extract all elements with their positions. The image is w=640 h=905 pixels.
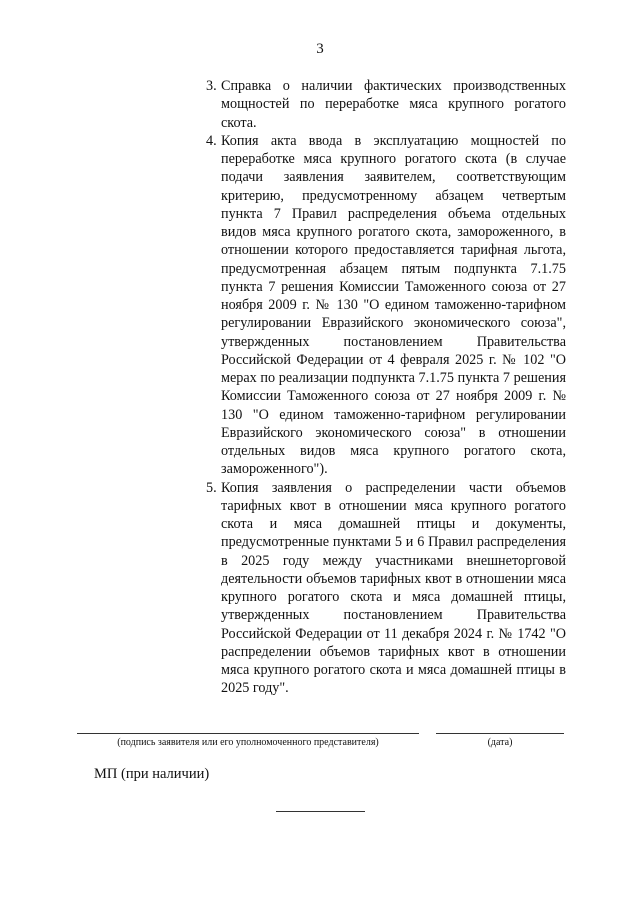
list-item-3 bbox=[206, 77, 566, 132]
list-item-number: 5. bbox=[206, 479, 217, 496]
list-item-4 bbox=[206, 132, 566, 479]
stamp-label: МП (при наличии) bbox=[94, 766, 210, 782]
signature-caption: (подпись заявителя или его уполномоченного представителя) bbox=[117, 737, 379, 748]
page-number: 3 bbox=[316, 41, 324, 57]
list-item-text: Справка о наличии фактических производственных мощностей по переработке мяса крупного рогатого скота. bbox=[221, 78, 566, 131]
document-list bbox=[206, 77, 566, 698]
date-caption: (дата) bbox=[487, 737, 513, 748]
list-item-number: 3. bbox=[206, 78, 217, 94]
list-item-text: Копия заявления о распределении части объемов тарифных квот в отношении мяса крупного рогатого скота и мяса домашней птицы и документы, предусмотренные пунктами 5 и 6 Правил распределения в 2025 году между участниками внешнеторговой деятельности объемов тарифных квот в отношении мяса крупного рогатого скота и мяса домашней птицы, утвержденных постановлением Правительства Российской Федерации от 11 декабря 2024 г. № 1742 "О распределении объемов тарифных квот в отношении мяса крупного рогатого скота и мяса домашней птицы в 2025 году". bbox=[221, 479, 566, 697]
list-item-5 bbox=[206, 479, 566, 698]
signature-line bbox=[77, 733, 419, 734]
bottom-divider bbox=[276, 811, 365, 812]
date-line bbox=[436, 733, 564, 734]
list-item-text: Копия акта ввода в эксплуатацию мощностей по переработке мяса крупного рогатого скота (в случае подачи заявления заявителем, соответствующим критерию, предусмотренному абзацем четвертым пункта 7 Правил распределения объема отдельных видов мяса крупного рогатого скота, замороженного, в отношении которого предоставляется тарифная льгота, предусмотренная абзацем пятым подпункта 7.1.75 пункта 7 решения Комиссии Таможенного союза от 27 ноября 2009 г. № 130 "О едином таможенно-тарифном регулировании Евразийского экономического союза", утвержденных постановлением Правительства Российской Федерации от 4 февраля 2025 г. № 102 "О мерах по реализации подпункта 7.1.75 пункта 7 решения Комиссии Таможенного союза от 27 ноября 2009 г. № 130 "О едином таможенно-тарифном регулировании Евразийского экономического союза" в отношении отдельных видов мяса крупного рогатого скота, замороженного"). bbox=[221, 132, 566, 478]
list-item-number: 4. bbox=[206, 132, 217, 149]
